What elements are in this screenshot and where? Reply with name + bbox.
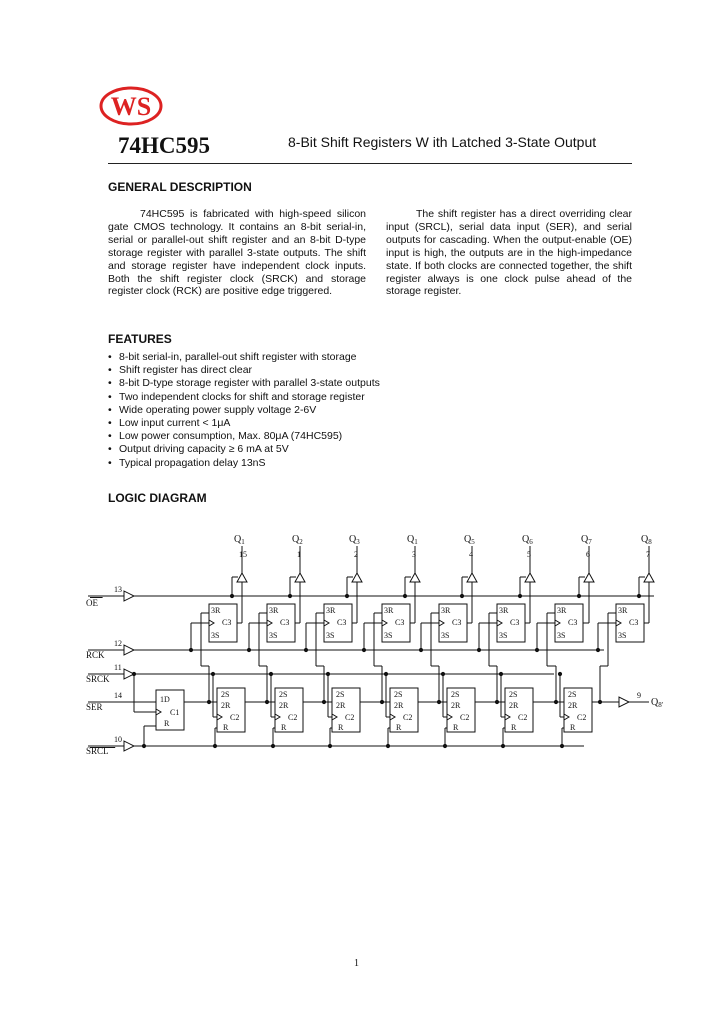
storage-label: 3S bbox=[441, 631, 450, 640]
storage-label: C3 bbox=[629, 618, 639, 627]
shift-label: 2R bbox=[279, 701, 289, 710]
feature-item: • 8-bit D-type storage register with parallel 3-state outputs bbox=[108, 377, 380, 390]
input-pin-number: 13 bbox=[114, 585, 122, 594]
output-buffer bbox=[237, 573, 247, 582]
junction-dot bbox=[230, 594, 233, 597]
output-pin-number: 2 bbox=[354, 550, 358, 559]
output-buffer bbox=[410, 573, 420, 582]
clock-marker bbox=[156, 709, 161, 715]
junction-dot bbox=[518, 594, 521, 597]
clock-marker bbox=[382, 620, 387, 626]
output-pin-number: 3 bbox=[412, 550, 416, 559]
junction-dot bbox=[419, 648, 422, 651]
output-pin-number: 7 bbox=[646, 550, 650, 559]
junction-dot bbox=[328, 744, 331, 747]
output-pin-number: 15 bbox=[239, 550, 247, 559]
output-label: $Q_7$ bbox=[581, 534, 592, 546]
shift-label: R bbox=[453, 723, 459, 732]
junction-dot bbox=[596, 648, 599, 651]
shift-label: R bbox=[511, 723, 517, 732]
output-pin-number: 4 bbox=[469, 550, 473, 559]
feature-item: • Two independent clocks for shift and storage register bbox=[108, 391, 380, 404]
feature-item: • Low input current < 1μA bbox=[108, 417, 380, 430]
storage-label: 3R bbox=[326, 606, 336, 615]
junction-dot bbox=[189, 648, 192, 651]
clock-marker bbox=[555, 620, 560, 626]
storage-label: C3 bbox=[452, 618, 462, 627]
shift-label: 2R bbox=[394, 701, 404, 710]
input-label-srck: SRCK bbox=[86, 674, 110, 684]
features-list bbox=[108, 351, 380, 470]
part-number: 74HC595 bbox=[118, 133, 210, 158]
feature-item: • Typical propagation delay 13nS bbox=[108, 457, 380, 470]
serial-out-pin: 9 bbox=[637, 691, 641, 700]
clock-marker bbox=[390, 714, 395, 720]
description-paragraph-1: 74HC595 is fabricated with high-speed silicon gate CMOS technology. It contains an 8-bit serial-in, serial or parallel-out shift register and an 8-bit D-type storage register with parallel 3-state outputs. The shift and storage register have independent clock inputs. Both the shift register clock (SRCK) and storage register clock (RCK) are positive edge triggered. bbox=[108, 208, 366, 298]
storage-label: 3S bbox=[499, 631, 508, 640]
clock-marker bbox=[564, 714, 569, 720]
output-label: $Q_1$ bbox=[234, 534, 245, 546]
storage-label: 3R bbox=[269, 606, 279, 615]
first-stage-label: C1 bbox=[170, 708, 180, 717]
input-pin-number: 11 bbox=[114, 663, 122, 672]
output-buffer bbox=[644, 573, 654, 582]
junction-dot bbox=[403, 594, 406, 597]
serial-out-label: $Q_{8'}$ bbox=[651, 697, 663, 709]
storage-label: C3 bbox=[510, 618, 520, 627]
input-pin-number: 10 bbox=[114, 735, 122, 744]
output-pin-number: 1 bbox=[297, 550, 301, 559]
storage-label: 3R bbox=[441, 606, 451, 615]
clock-marker bbox=[324, 620, 329, 626]
output-buffer bbox=[467, 573, 477, 582]
storage-label: 3S bbox=[618, 631, 627, 640]
shift-label: 2S bbox=[451, 690, 460, 699]
storage-label: C3 bbox=[337, 618, 347, 627]
output-label: $Q_8$ bbox=[641, 534, 652, 546]
shift-label: 2S bbox=[394, 690, 403, 699]
junction-dot bbox=[362, 648, 365, 651]
junction-dot bbox=[211, 672, 214, 675]
feature-item: • 8-bit serial-in, parallel-out shift register with storage bbox=[108, 351, 380, 364]
input-buffer bbox=[124, 645, 134, 655]
junction-dot bbox=[288, 594, 291, 597]
input-label-srcl: SRCL bbox=[86, 746, 109, 756]
input-buffer bbox=[124, 741, 134, 751]
output-label: $Q_5$ bbox=[464, 534, 475, 546]
logic-diagram bbox=[84, 526, 684, 776]
input-label-ser: SER bbox=[86, 702, 103, 712]
storage-label: C3 bbox=[568, 618, 578, 627]
feature-item: • Shift register has direct clear bbox=[108, 364, 380, 377]
feature-item: • Wide operating power supply voltage 2-6V bbox=[108, 404, 380, 417]
junction-dot bbox=[213, 744, 216, 747]
company-logo bbox=[98, 84, 164, 128]
junction-dot bbox=[477, 648, 480, 651]
storage-label: 3S bbox=[326, 631, 335, 640]
output-label: $Q_3$ bbox=[349, 534, 360, 546]
junction-dot bbox=[386, 744, 389, 747]
storage-label: 3R bbox=[499, 606, 509, 615]
junction-dot bbox=[560, 744, 563, 747]
general-description-heading: GENERAL DESCRIPTION bbox=[108, 180, 252, 194]
clock-marker bbox=[332, 714, 337, 720]
junction-dot bbox=[304, 648, 307, 651]
output-buffer bbox=[525, 573, 535, 582]
junction-dot bbox=[501, 744, 504, 747]
shift-label: 2R bbox=[221, 701, 231, 710]
storage-label: 3S bbox=[269, 631, 278, 640]
junction-dot bbox=[247, 648, 250, 651]
shift-label: 2S bbox=[279, 690, 288, 699]
serial-out-buffer bbox=[619, 697, 629, 707]
input-label-rck: RCK bbox=[86, 650, 105, 660]
features-heading: FEATURES bbox=[108, 332, 172, 346]
storage-label: C3 bbox=[395, 618, 405, 627]
output-pin-number: 5 bbox=[527, 550, 531, 559]
junction-dot bbox=[326, 672, 329, 675]
junction-dot bbox=[460, 594, 463, 597]
storage-label: 3S bbox=[384, 631, 393, 640]
junction-dot bbox=[558, 672, 561, 675]
shift-label: C2 bbox=[288, 713, 298, 722]
shift-label: C2 bbox=[577, 713, 587, 722]
shift-label: 2R bbox=[568, 701, 578, 710]
shift-label: R bbox=[281, 723, 287, 732]
shift-label: 2S bbox=[568, 690, 577, 699]
output-label: $Q_6$ bbox=[522, 534, 533, 546]
shift-label: C2 bbox=[403, 713, 413, 722]
clock-marker bbox=[275, 714, 280, 720]
output-buffer bbox=[352, 573, 362, 582]
junction-dot bbox=[637, 594, 640, 597]
shift-label: 2R bbox=[451, 701, 461, 710]
output-buffer bbox=[584, 573, 594, 582]
storage-label: 3S bbox=[557, 631, 566, 640]
clock-marker bbox=[217, 714, 222, 720]
input-pin-number: 12 bbox=[114, 639, 122, 648]
junction-dot bbox=[345, 594, 348, 597]
logo-text: WS bbox=[110, 92, 152, 121]
clock-marker bbox=[497, 620, 502, 626]
input-buffer bbox=[124, 591, 134, 601]
storage-label: 3S bbox=[211, 631, 220, 640]
feature-item: • Low power consumption, Max. 80μA (74HC595) bbox=[108, 430, 380, 443]
feature-item: • Output driving capacity ≥ 6 mA at 5V bbox=[108, 443, 380, 456]
shift-label: 2S bbox=[336, 690, 345, 699]
logic-diagram-heading: LOGIC DIAGRAM bbox=[108, 491, 207, 505]
storage-label: 3R bbox=[557, 606, 567, 615]
shift-label: C2 bbox=[230, 713, 240, 722]
shift-label: C2 bbox=[518, 713, 528, 722]
shift-label: R bbox=[338, 723, 344, 732]
document-title: 8-Bit Shift Registers W ith Latched 3-State Output bbox=[288, 134, 597, 150]
shift-label: C2 bbox=[345, 713, 355, 722]
storage-label: 3R bbox=[384, 606, 394, 615]
storage-label: C3 bbox=[222, 618, 232, 627]
first-stage-label: 1D bbox=[160, 695, 170, 704]
storage-label: C3 bbox=[280, 618, 290, 627]
shift-label: C2 bbox=[460, 713, 470, 722]
junction-dot bbox=[384, 672, 387, 675]
shift-label: R bbox=[396, 723, 402, 732]
shift-label: 2S bbox=[221, 690, 230, 699]
first-stage-label: R bbox=[164, 719, 170, 728]
page-number: 1 bbox=[354, 958, 359, 969]
clock-marker bbox=[616, 620, 621, 626]
input-pin-number: 14 bbox=[114, 691, 122, 700]
description-paragraph-2: The shift register has a direct overriding clear input (SRCL), serial data input (SER), and serial outputs for cascading. When the output-enable (OE) input is high, the outputs are in the high-impedance state. If both clocks are connected together, the shift register always is one clock pulse ahead of the storage register. bbox=[386, 208, 632, 298]
clock-marker bbox=[267, 620, 272, 626]
junction-dot bbox=[271, 744, 274, 747]
shift-label: R bbox=[570, 723, 576, 732]
junction-dot bbox=[499, 672, 502, 675]
junction-dot bbox=[269, 672, 272, 675]
output-label: $Q_1$ bbox=[407, 534, 418, 546]
junction-dot bbox=[577, 594, 580, 597]
output-pin-number: 6 bbox=[586, 550, 590, 559]
shift-label: 2R bbox=[336, 701, 346, 710]
storage-label: 3R bbox=[618, 606, 628, 615]
junction-dot bbox=[535, 648, 538, 651]
output-label: $Q_2$ bbox=[292, 534, 303, 546]
header-rule bbox=[108, 163, 632, 164]
shift-label: 2S bbox=[509, 690, 518, 699]
junction-dot bbox=[441, 672, 444, 675]
junction-dot bbox=[132, 672, 135, 675]
storage-label: 3R bbox=[211, 606, 221, 615]
input-label-oe: OE bbox=[86, 598, 98, 608]
shift-label: R bbox=[223, 723, 229, 732]
clock-marker bbox=[439, 620, 444, 626]
output-buffer bbox=[295, 573, 305, 582]
shift-label: 2R bbox=[509, 701, 519, 710]
clock-marker bbox=[447, 714, 452, 720]
junction-dot bbox=[142, 744, 145, 747]
clock-marker bbox=[209, 620, 214, 626]
clock-marker bbox=[505, 714, 510, 720]
junction-dot bbox=[443, 744, 446, 747]
